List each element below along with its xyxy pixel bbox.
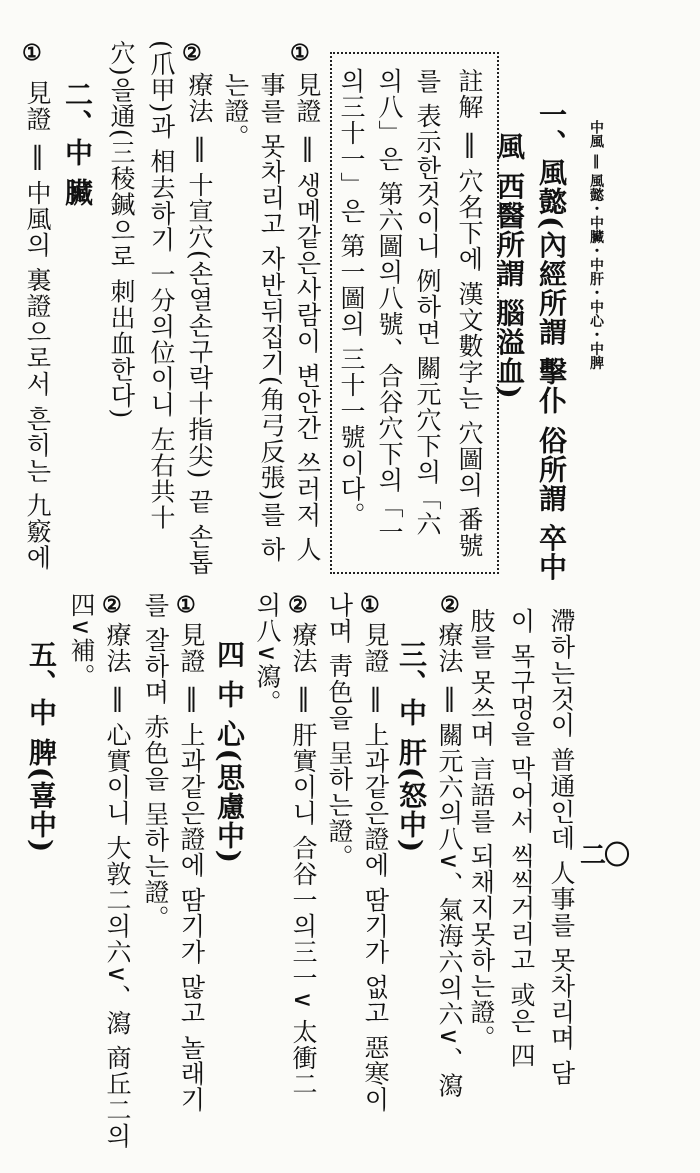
item-marker: ① [176, 592, 196, 618]
note-line-4: 의三十一」은 第一圖의 三十一號이다。 [337, 68, 366, 528]
paragraph-line: 는證。 [221, 72, 250, 150]
paragraph-line: 見證 ‖ 생메같은사람이 변안간 쓰러저 人 [293, 72, 322, 563]
paragraph-line: 肢를 못쓰며 言語를 되채지못하는證。 [467, 608, 496, 1051]
item-marker: ① [290, 40, 310, 66]
item-marker: ② [102, 592, 122, 618]
paragraph-line: 見證 ‖ 上과같은證에 땀기가 없고 惡寒이 [361, 622, 390, 1113]
item-marker: ② [288, 592, 308, 618]
paragraph-line: 事를 못차리고 자반뒤집기(角弓反張)를 하 [257, 72, 286, 563]
paragraph-line: (爪甲)과 相去하기 一分의位이니 左右共十 [147, 40, 176, 531]
paragraph-line: 見證 ‖ 中風의 裏證으로서 흔히는 九竅에 [23, 80, 52, 571]
paragraph-line: 四∨補。 [67, 592, 96, 690]
section-title-line1: 一、風懿(內經所謂 擊仆 俗所謂 卒中 [535, 100, 568, 582]
item-marker: ① [360, 592, 380, 618]
paragraph-line: 를 잘하며 赤色을 呈하는證。 [141, 592, 170, 931]
section-heading: 五、中 脾(喜中) [25, 640, 58, 854]
section-heading: 二、中 臟 [61, 80, 94, 207]
note-line-2: 를 表示한것이니 例하면 關元穴下의「六 [413, 68, 442, 537]
page-number: 二〇 [580, 841, 629, 871]
running-header: 中風 ‖ 風懿・中臟・中肝・中心・中脾 [588, 120, 604, 370]
paragraph-line: 見證 ‖ 上과같은證에 땀기가 많고 놀래기 [177, 622, 206, 1113]
paragraph-line: 滯하는것이 普通인데 人事를 못차리며 담 [547, 608, 576, 1086]
paragraph-line: 療法 ‖ 肝實이니 合谷一의三一∨ 太衝二 [289, 622, 318, 1098]
item-marker: ① [22, 40, 42, 66]
paragraph-line: 이 목구멍을 막어서 씩씩거리고 或은 四 [507, 608, 536, 1069]
section-heading: 三、中 肝(怒中) [395, 640, 428, 854]
section-title-line2: 風 西醫所謂 腦溢血) [493, 132, 526, 400]
section-heading: 四 中 心(思慮中) [213, 640, 246, 864]
item-marker: ② [440, 592, 460, 618]
paragraph-line: 療法 ‖ 十宣穴(손열손구락十指尖) 끝 손톱 [185, 72, 214, 576]
note-line-3: 의八」은 第六圖의八號、合谷穴下의「一 [375, 68, 404, 545]
item-marker: ② [182, 40, 202, 66]
paragraph-line: 療法 ‖ 關元六의八∨、氣海六의六∨、瀉 [435, 622, 464, 1099]
paragraph-line: 穴)을通(三稜鍼으로 刺出血한다) [107, 40, 136, 420]
paragraph-line: 나며 靑色을 呈하는證。 [325, 592, 354, 870]
paragraph-line: 療法 ‖ 心實이니 大敦二의六∨、瀉 商丘二의 [103, 622, 132, 1150]
note-line-1: 註解 ‖ 穴名下에 漢文數字는 穴圖의 番號 [455, 68, 484, 559]
paragraph-line: 의八∨瀉。 [253, 592, 282, 716]
